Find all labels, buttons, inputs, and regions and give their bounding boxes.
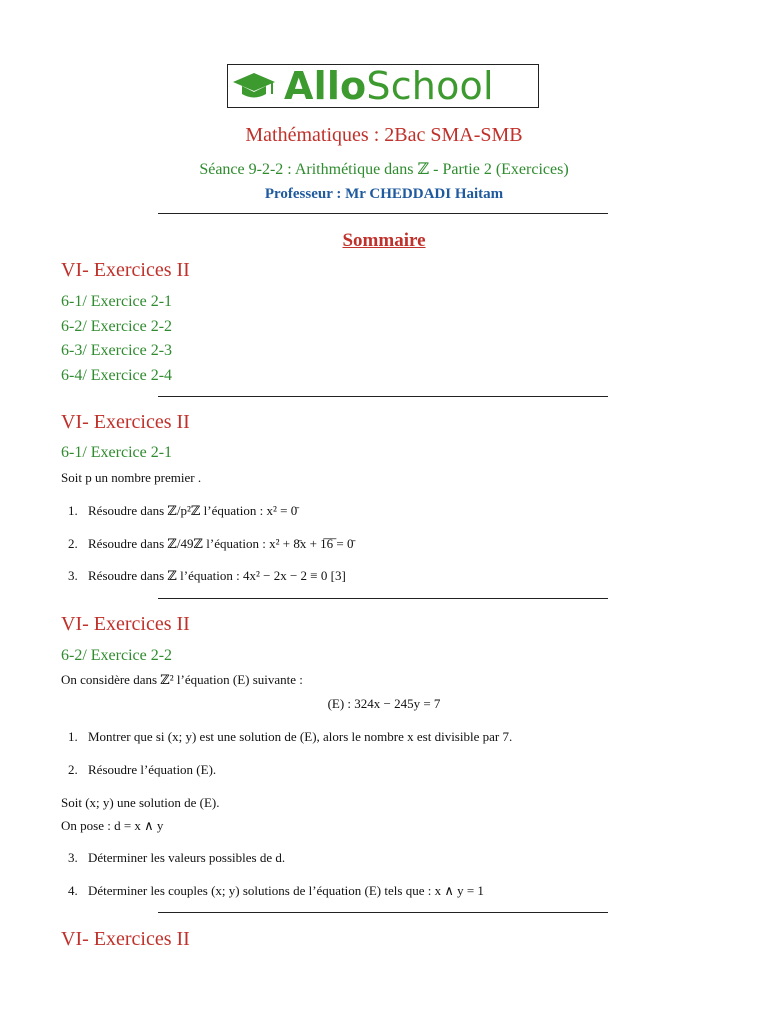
divider [158, 213, 608, 214]
section-heading: VI- Exercices II [61, 928, 190, 950]
sommaire-item-2[interactable]: 6-2/ Exercice 2-2 [61, 318, 173, 335]
question-1: 1. Résoudre dans ℤ/p²ℤ l’équation : x² = 0̄ [68, 503, 298, 518]
divider [158, 396, 608, 397]
sommaire-heading: Sommaire [342, 230, 426, 251]
equation-e: (E) : 324x − 245y = 7 [327, 696, 441, 711]
question-1: 1. Montrer que si (x; y) est une solution de (E), alors le nombre x est divisible par 7. [68, 729, 513, 744]
exercise-intro: On considère dans ℤ² l’équation (E) suivante : [61, 672, 303, 687]
statement-soit: Soit (x; y) une solution de (E). [61, 795, 220, 810]
sommaire-item-4[interactable]: 6-4/ Exercice 2-4 [61, 367, 173, 384]
question-2: 2. Résoudre l’équation (E). [68, 762, 217, 777]
exercise-title: 6-2/ Exercice 2-2 [61, 647, 173, 664]
section-heading: VI- Exercices II [61, 411, 190, 433]
question-3: 3. Déterminer les valeurs possibles de d. [68, 850, 286, 865]
question-2: 2. Résoudre dans ℤ/49ℤ l’équation : x² + 8̄x + 1̅6̅ = 0̄ [68, 536, 354, 551]
divider [158, 912, 608, 913]
professor-name: Professeur : Mr CHEDDADI Haitam [264, 186, 504, 202]
sommaire-item-3[interactable]: 6-3/ Exercice 2-3 [61, 342, 173, 359]
question-4: 4. Déterminer les couples (x; y) solutions de l’équation (E) tels que : x ∧ y = 1 [68, 883, 484, 898]
page-subtitle: Séance 9-2-2 : Arithmétique dans ℤ - Partie 2 (Exercices) [199, 161, 569, 178]
graduation-cap-icon [232, 70, 276, 102]
sommaire-item-1[interactable]: 6-1/ Exercice 2-1 [61, 293, 173, 310]
exercise-intro: Soit p un nombre premier . [61, 470, 202, 485]
divider [158, 598, 608, 599]
logo-text: AlloSchool [284, 64, 494, 108]
sommaire-section: VI- Exercices II [61, 259, 190, 281]
exercise-title: 6-1/ Exercice 2-1 [61, 444, 173, 461]
question-3: 3. Résoudre dans ℤ l’équation : 4x² − 2x − 2 ≡ 0 [3] [68, 568, 346, 583]
section-heading: VI- Exercices II [61, 613, 190, 635]
alloschool-logo[interactable] [227, 64, 539, 108]
page-title: Mathématiques : 2Bac SMA-SMB [245, 124, 523, 146]
statement-pose: On pose : d = x ∧ y [61, 818, 164, 833]
